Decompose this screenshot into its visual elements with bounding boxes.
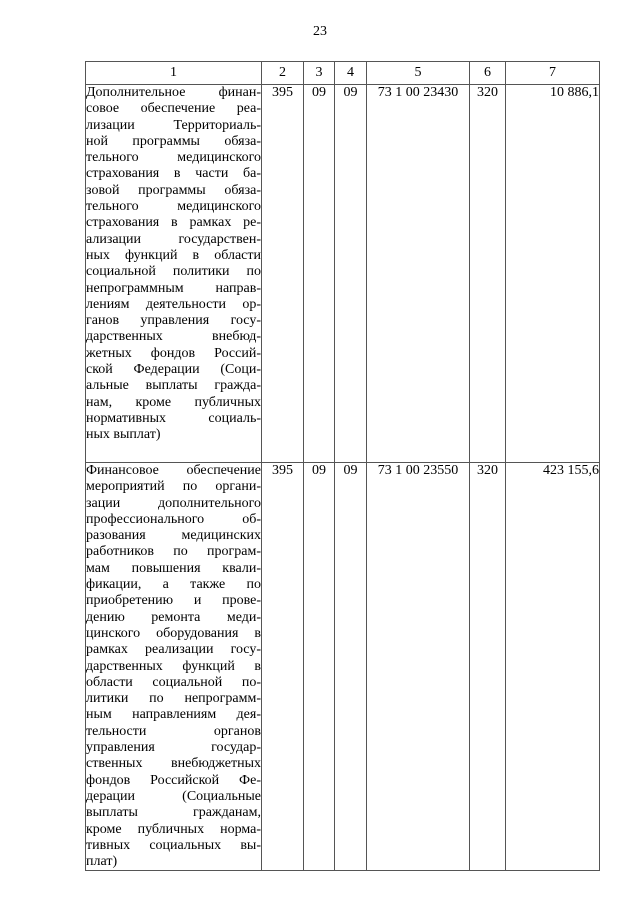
description-line: области социальной по- <box>86 674 261 690</box>
description-line: литики по непрограмм- <box>86 691 261 707</box>
description-line: Дополнительное финан- <box>86 85 261 100</box>
description-line: дению ремонта меди- <box>86 609 261 625</box>
description-line: плат) <box>86 854 118 870</box>
description-line: лизации Территориаль- <box>86 117 261 133</box>
cell-subsection: 09 <box>335 463 367 871</box>
description-line: альные выплаты гражда- <box>86 378 261 394</box>
cell-target-article: 73 1 00 23430 <box>367 85 470 463</box>
description-line: ной программы обяза- <box>86 133 261 149</box>
description-line: зовой программы обяза- <box>86 182 261 198</box>
description-line: зации дополнительного <box>86 495 261 511</box>
column-header-6: 6 <box>470 62 506 85</box>
table-row <box>86 85 600 463</box>
description-line: цинского оборудования в <box>86 625 261 641</box>
description-line: тельного медицинского <box>86 150 261 166</box>
cell-expense-type: 320 <box>470 85 506 463</box>
budget-table <box>85 61 600 871</box>
cell-section: 09 <box>304 85 335 463</box>
description-line: ственных внебюджетных <box>86 756 261 772</box>
column-header-3: 3 <box>304 62 335 85</box>
description-line: ных выплат) <box>86 427 161 443</box>
row-description <box>86 463 262 871</box>
cell-ministry-code: 395 <box>262 463 304 871</box>
description-line: ализации государствен- <box>86 231 261 247</box>
description-line: непрограммным направ- <box>86 280 261 296</box>
table-row <box>86 463 600 871</box>
description-line: управления государ- <box>86 740 261 756</box>
column-header-4: 4 <box>335 62 367 85</box>
description-line: разования медицинских <box>86 528 261 544</box>
description-line: тельности органов <box>86 723 261 739</box>
cell-expense-type: 320 <box>470 463 506 871</box>
cell-target-article: 73 1 00 23550 <box>367 463 470 871</box>
description-line: тельного медицинского <box>86 199 261 215</box>
cell-ministry-code: 395 <box>262 85 304 463</box>
description-line: приобретению и прове- <box>86 593 261 609</box>
description-line: страхования в части ба- <box>86 166 261 182</box>
description-line: жетных фондов Россий- <box>86 345 261 361</box>
column-header-1: 1 <box>86 62 262 85</box>
description-line: фондов Российской Фе- <box>86 772 261 788</box>
column-header-7: 7 <box>506 62 600 85</box>
description-line: дарственных функций в <box>86 658 261 674</box>
description-line: ской Федерации (Соци- <box>86 362 261 378</box>
page-number: 23 <box>313 24 327 39</box>
description-line: страхования в рамках ре- <box>86 215 261 231</box>
cell-amount: 423 155,6 <box>506 463 600 871</box>
description-line: лениям деятельности ор- <box>86 296 261 312</box>
description-line: кроме публичных норма- <box>86 821 261 837</box>
description-line: работников по програм- <box>86 544 261 560</box>
description-line: мам повышения квали- <box>86 560 261 576</box>
description-line: совое обеспечение реа- <box>86 101 261 117</box>
row-description <box>86 85 262 463</box>
description-line: нормативных социаль- <box>86 410 261 426</box>
table-header-row <box>86 62 600 85</box>
description-line: мероприятий по органи- <box>86 479 261 495</box>
cell-amount: 10 886,1 <box>506 85 600 463</box>
description-line: ганов управления госу- <box>86 313 261 329</box>
column-header-2: 2 <box>262 62 304 85</box>
description-line: дерации (Социальные <box>86 788 261 804</box>
description-line: профессионального об- <box>86 511 261 527</box>
description-line: фикации, а также по <box>86 577 261 593</box>
description-line: рамках реализации госу- <box>86 642 261 658</box>
description-line: социальной политики по <box>86 264 261 280</box>
description-line: дарственных внебюд- <box>86 329 261 345</box>
description-line: ным направлениям дея- <box>86 707 261 723</box>
cell-subsection: 09 <box>335 85 367 463</box>
description-line: выплаты гражданам, <box>86 805 261 821</box>
cell-section: 09 <box>304 463 335 871</box>
description-line: нам, кроме публичных <box>86 394 261 410</box>
description-line: тивных социальных вы- <box>86 837 261 853</box>
column-header-5: 5 <box>367 62 470 85</box>
description-line: Финансовое обеспечение <box>86 463 261 478</box>
description-line: ных функций в области <box>86 247 261 263</box>
